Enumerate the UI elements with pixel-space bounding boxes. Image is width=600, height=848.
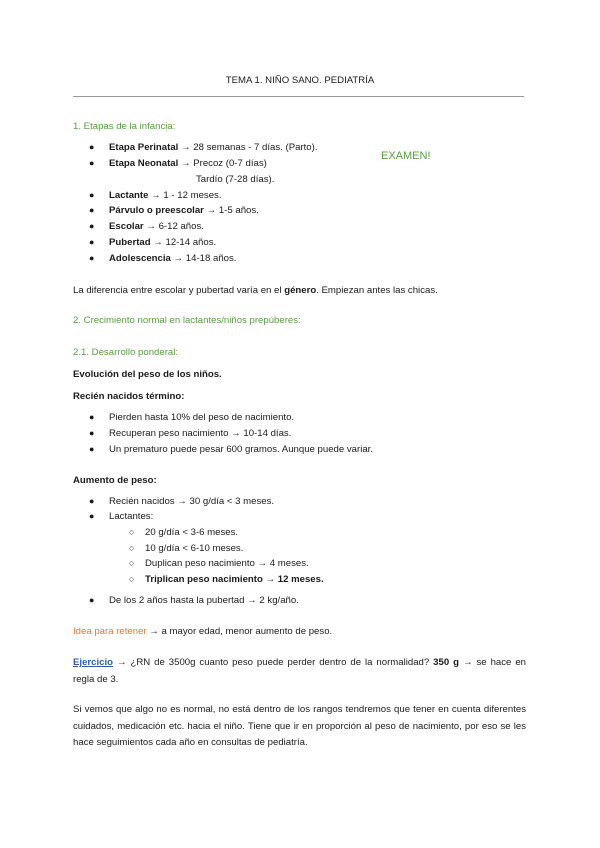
gender-note: La diferencia entre escolar y pubertad varía en el género. Empiezan antes las chicas. (73, 285, 438, 296)
exercise-paragraph: Ejercicio → ¿RN de 3500g cuanto peso puede perder dentro de la normalidad? 350 g → se hace en regla de 3. (73, 657, 526, 685)
list-item: Escolar → 6-12 años. (109, 221, 204, 232)
bullet-icon: ● (89, 511, 95, 521)
idea-to-retain: Idea para retener → a mayor edad, menor aumento de peso. (73, 626, 333, 637)
list-item: Lactante → 1 - 12 meses. (109, 190, 222, 201)
bullet-icon: ● (89, 142, 95, 152)
list-item: Lactantes: (109, 511, 154, 522)
section-1-heading: 1. Etapas de la infancia: (73, 121, 176, 132)
weight-evolution-title: Evolución del peso de los niños. (73, 369, 222, 380)
list-item: Pubertad → 12-14 años. (109, 237, 217, 248)
circle-bullet-icon: ○ (129, 543, 135, 553)
list-item: Recién nacidos → 30 g/día < 3 meses. (109, 496, 275, 507)
page-title: TEMA 1. NIÑO SANO. PEDIATRÍA (225, 75, 375, 86)
bullet-icon: ● (89, 237, 95, 247)
newborn-title: Recién nacidos término: (73, 391, 185, 402)
section-2-heading: 2. Crecimiento normal en lactantes/niños prepúberes: (73, 315, 301, 326)
weight-gain-title: Aumento de peso: (73, 475, 157, 486)
list-item: Pierden hasta 10% del peso de nacimiento. (109, 412, 295, 423)
exercise-link[interactable]: Ejercicio (73, 657, 113, 668)
bullet-icon: ● (89, 428, 95, 438)
list-item: Párvulo o preescolar → 1-5 años. (109, 205, 259, 216)
circle-bullet-icon: ○ (129, 527, 135, 537)
bullet-icon: ● (89, 221, 95, 231)
sub-list-item: 10 g/día < 6-10 meses. (145, 543, 244, 554)
sub-list-item: 20 g/día < 3-6 meses. (145, 527, 239, 538)
circle-bullet-icon: ○ (129, 574, 135, 584)
sub-list-item: Triplican peso nacimiento → 12 meses. (145, 574, 324, 585)
list-item: Etapa Perinatal → 28 semanas - 7 días. (Parto). (109, 142, 318, 153)
examen-note: EXAMEN! (381, 150, 431, 162)
bullet-icon: ● (89, 496, 95, 506)
bullet-icon: ● (89, 412, 95, 422)
closing-paragraph: Si vemos que algo no es normal, no está dentro de los rangos tendremos que tener en cuenta diferentes cuidados, medicación etc. hacia el niño. Tiene que ir en proporción al peso de nacimiento, por eso se les hace seguimientos cada año en consultas de pediatría. (73, 704, 526, 748)
bullet-icon: ● (89, 444, 95, 454)
header-divider (73, 96, 524, 97)
list-item: De los 2 años hasta la pubertad → 2 kg/año. (109, 595, 299, 606)
bullet-icon: ● (89, 158, 95, 168)
neonatal-continuation: Tardío (7-28 días). (196, 174, 275, 185)
bullet-icon: ● (89, 595, 95, 605)
bullet-icon: ● (89, 190, 95, 200)
list-item: Recuperan peso nacimiento → 10-14 días. (109, 428, 292, 439)
list-item: Etapa Neonatal → Precoz (0-7 días) (109, 158, 267, 169)
sub-list-item: Duplican peso nacimiento → 4 meses. (145, 558, 309, 569)
subsection-2-1-heading: 2.1. Desarrollo ponderal: (73, 347, 179, 358)
list-item: Un prematuro puede pesar 600 gramos. Aunque puede variar. (109, 444, 374, 455)
circle-bullet-icon: ○ (129, 558, 135, 568)
bullet-icon: ● (89, 205, 95, 215)
list-item: Adolescencia → 14-18 años. (109, 253, 237, 264)
bullet-icon: ● (89, 253, 95, 263)
